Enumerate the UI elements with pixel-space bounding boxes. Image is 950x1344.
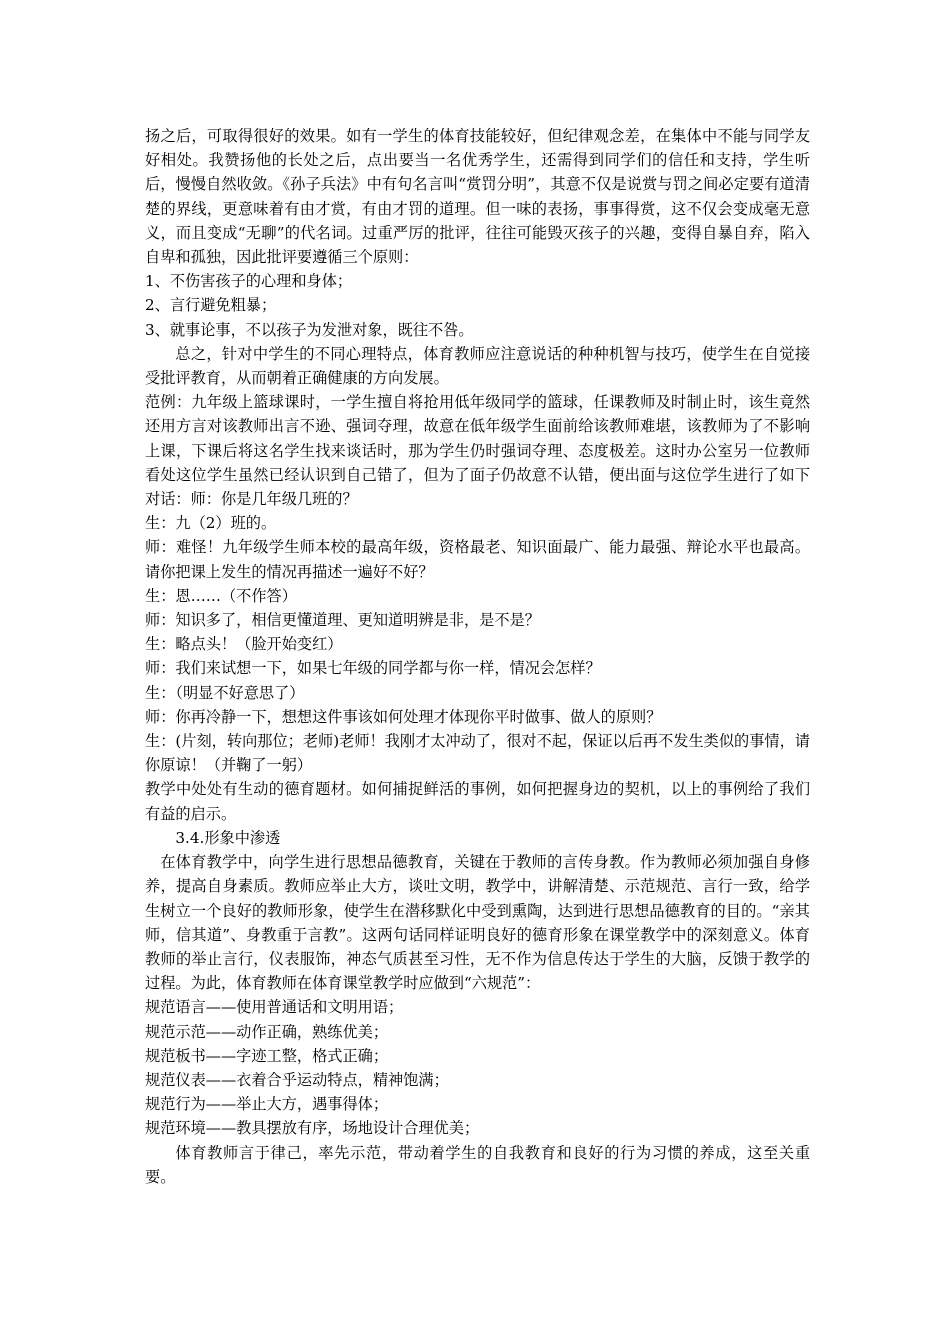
dialogue-line: 生：恩……（不作答）: [145, 586, 297, 605]
section-heading: 3.4.形象中渗透: [175, 828, 281, 847]
paragraph-conclusion: 体育教师言于律己，率先示范，带动着学生的自我教育和良好的行为习惯的养成，这至关重要。: [145, 1143, 810, 1186]
list-item-norm-appearance: 规范仪表——衣着合乎运动特点，精神饱满；: [145, 1070, 449, 1089]
dialogue-line: 师：知识多了，相信更懂道理、更知道明辨是非，是不是？: [145, 611, 540, 630]
list-item-norm-language: 规范语言——使用普通话和文明用语；: [145, 998, 404, 1017]
dialogue-line: 生：（明显不好意思了）: [145, 683, 305, 702]
paragraph-summary: 总之，针对中学生的不同心理特点，体育教师应注意说话的种种机智与技巧，使学生在自觉接受批评教育，从而朝着正确健康的方向发展。: [145, 344, 810, 388]
dialogue-line: 生：(片刻，转向那位；老师)老师！我刚才太冲动了，很对不起，保证以后再不发生类似的事情，请你原谅！（并鞠了一躬）: [145, 732, 810, 775]
dialogue-line: 生：九（2）班的。: [145, 514, 277, 533]
paragraph-example: 范例：九年级上篮球课时，一学生擅自将抢用低年级同学的篮球，任课教师及时制止时，该生竟然还用方言对该教师出言不逊、强词夺理，故意在低年级学生面前给该教师难堪，该教师为了不影响上课，下课后将这名学生找来谈话时，那为学生仍时强词夺理、态度极差。这时办公室另一位教师看处这位学生虽然已经认识到自己错了，但为了面子仍故意不认错，便出面与这位学生进行了如下对话：师：你是几年级几班的？: [145, 393, 810, 509]
dialogue-line: 师：我们来试想一下，如果七年级的同学都与你一样，情况会怎样？: [145, 659, 601, 678]
list-item-principle-2: 2、言行避免粗暴；: [145, 296, 277, 315]
list-item-norm-behavior: 规范行为——举止大方，遇事得体；: [145, 1095, 388, 1114]
list-item-norm-environment: 规范环境——教具摆放有序，场地设计合理优美；: [145, 1119, 480, 1138]
dialogue-line: 生：略点头！（脸开始变红）: [145, 635, 343, 654]
paragraph-lesson: 教学中处处有生动的德育题材。如何捕捉鲜活的事例，如何把握身边的契机，以上的事例给了我们有益的启示。: [145, 780, 810, 823]
document-body: [145, 124, 810, 1189]
list-item-norm-blackboard: 规范板书——字迹工整，格式正确；: [145, 1046, 388, 1065]
list-item-principle-1: 1、不伤害孩子的心理和身体；: [145, 272, 353, 291]
dialogue-line: 师：你再冷静一下，想想这件事该如何处理才体现你平时做事、做人的原则？: [145, 707, 662, 726]
list-item-principle-3: 3、就事论事，不以孩子为发泄对象，既往不咎。: [145, 320, 474, 339]
paragraph-praise-and-criticism: 扬之后，可取得很好的效果。如有一学生的体育技能较好，但纪律观念差，在集体中不能与同学友好相处。我赞扬他的长处之后，点出要当一名优秀学生，还需得到同学们的信任和支持，学生听后，慢慢自然收敛。《孙子兵法》中有句名言叫“赏罚分明”，其意不仅是说赏与罚之间必定要有道清楚的界线，更意味着有由才赏，有由才罚的道理。但一味的表扬，事事得赏，这不仅会变成毫无意义，而且变成“无聊”的代名词。过重严厉的批评，往往可能毁灭孩子的兴趣，变得自暴自弃，陷入自卑和孤独，因此批评要遵循三个原则：: [145, 127, 810, 267]
dialogue-line: 师：难怪！九年级学生师本校的最高年级，资格最老、知识面最广、能力最强、辩论水平也最高。请你把课上发生的情况再描述一遍好不好？: [145, 538, 810, 581]
list-item-norm-demonstration: 规范示范——动作正确，熟练优美；: [145, 1022, 388, 1041]
paragraph-teacher-image: 在体育教学中，向学生进行思想品德教育，关键在于教师的言传身教。作为教师必须加强自身修养，提高自身素质。教师应举止大方，谈吐文明，教学中，讲解清楚、示范规范、言行一致，给学生树立一个良好的教师形象，使学生在潜移默化中受到熏陶，达到进行思想品德教育的目的。“亲其师，信其道”、身教重于言教”。这两句话同样证明良好的德育形象在课堂教学中的深刻意义。体育教师的举止言行，仪表服饰，神态气质甚至习性，无不作为信息传达于学生的大脑，反馈于教学的过程。为此，体育教师在体育课堂教学时应做到“六规范”：: [145, 853, 810, 993]
